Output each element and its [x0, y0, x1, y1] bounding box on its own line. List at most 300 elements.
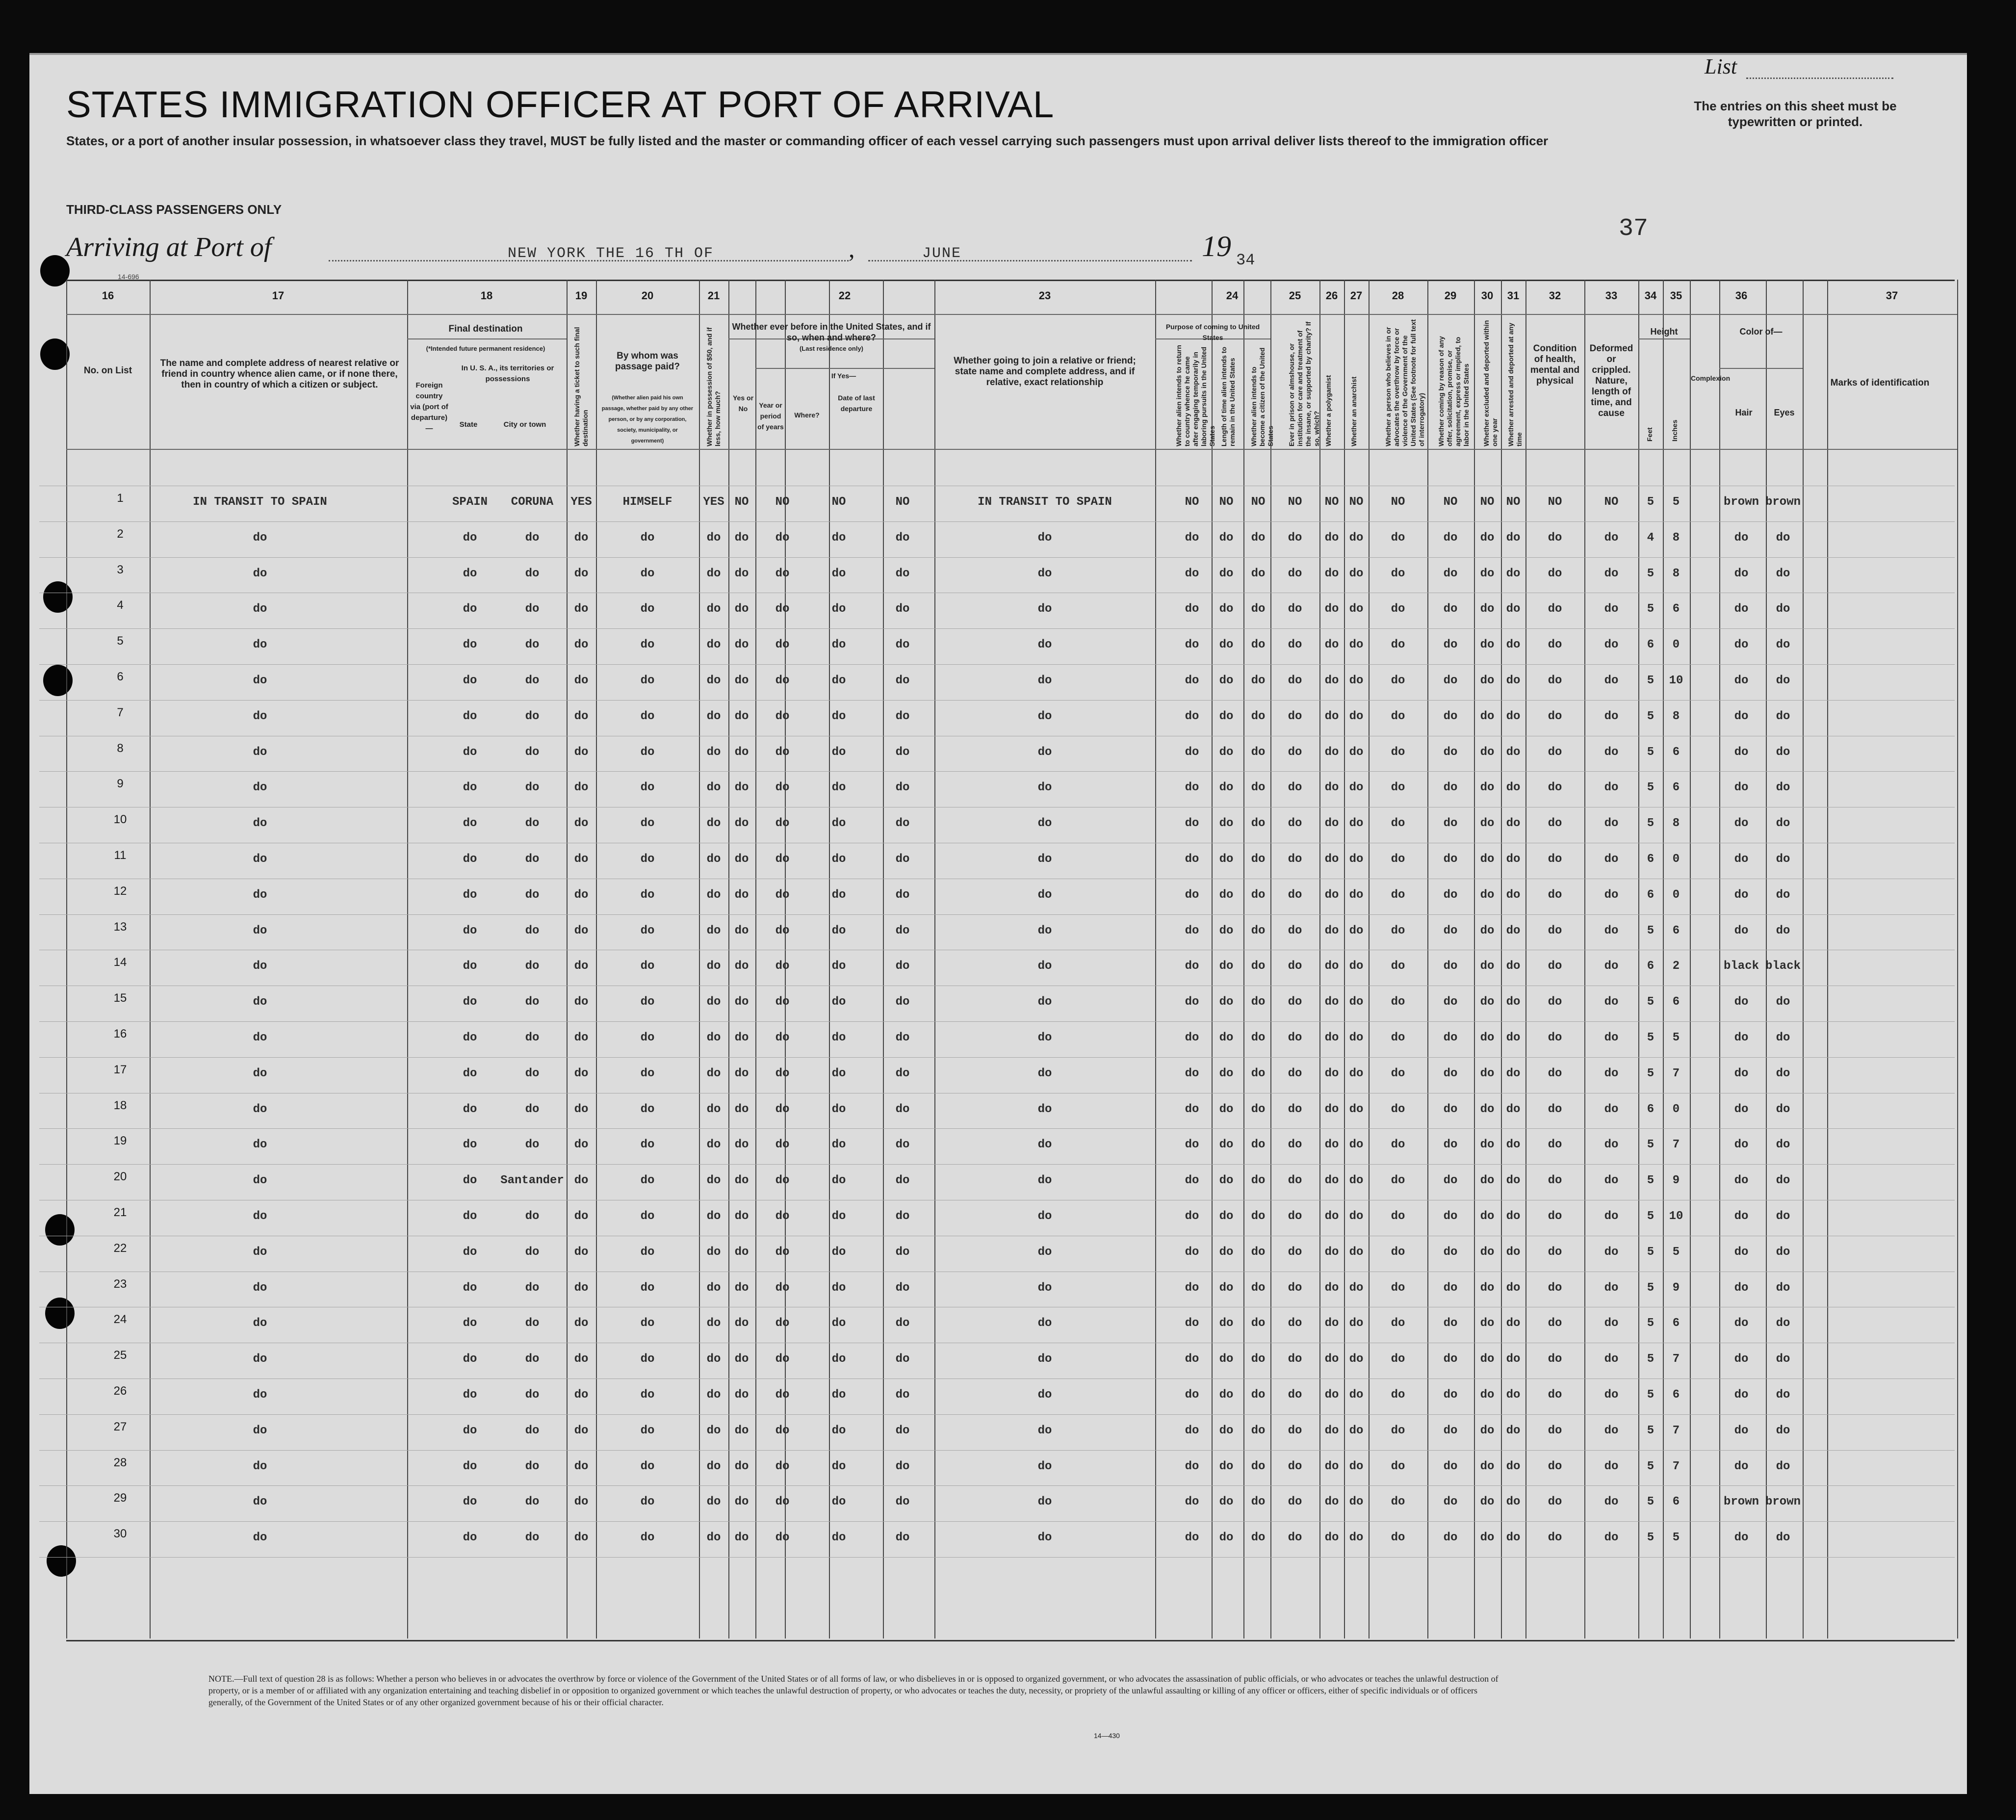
cell-paid: do — [640, 781, 655, 795]
cell-q29: do — [1443, 1210, 1458, 1223]
cell-foreign: do — [463, 1066, 477, 1080]
cell-city: do — [525, 995, 540, 1009]
cell-rel: do — [253, 1281, 267, 1295]
cell-ticket: do — [574, 602, 589, 616]
cell-where: do — [831, 995, 846, 1009]
cell-p1: do — [1185, 1281, 1199, 1295]
cell-where: do — [831, 781, 846, 795]
cell-p2: do — [1219, 709, 1234, 723]
cell-q30: do — [1480, 1317, 1495, 1330]
cell-inches: 10 — [1669, 1210, 1683, 1223]
year-period-header: Year or period of years — [757, 401, 784, 431]
ever-before-header: Whether ever before in the United States, and if so, when and where? — [732, 322, 931, 342]
cell-join: do — [1037, 1245, 1052, 1259]
cell-p3: do — [1251, 995, 1266, 1009]
column-divider — [1803, 280, 1804, 1638]
row-number: 10 — [113, 813, 127, 827]
row-number: 9 — [117, 777, 124, 791]
cell-anar: do — [1349, 1495, 1364, 1509]
cell-where: do — [831, 1459, 846, 1473]
cell-prison: do — [1288, 638, 1302, 652]
cell-q30: do — [1480, 674, 1495, 687]
cell-q28: do — [1391, 1138, 1405, 1152]
cell-q28: do — [1391, 853, 1405, 866]
row-number: 23 — [113, 1277, 127, 1291]
cell-where: do — [831, 1281, 846, 1295]
cell-year: do — [775, 567, 790, 580]
cell-year: do — [775, 709, 790, 723]
column-divider — [1501, 280, 1502, 1638]
cell-p2: do — [1219, 1424, 1234, 1437]
header-divider — [1638, 338, 1690, 339]
cell-where: do — [831, 1138, 846, 1152]
cell-p1: do — [1185, 1138, 1199, 1152]
cell-p3: do — [1251, 1174, 1266, 1188]
ruled-line — [39, 771, 1955, 772]
column-divider — [567, 280, 568, 1638]
ruled-line — [39, 521, 1955, 522]
cell-join: do — [1037, 1031, 1052, 1044]
cell-p3: do — [1251, 1066, 1266, 1080]
ruled-line — [39, 700, 1955, 701]
final-destination-note: (*Intended future permanent residence) — [426, 345, 545, 352]
cell-year: do — [775, 817, 790, 831]
cell-yn: do — [734, 924, 749, 937]
cell-hair: do — [1734, 888, 1749, 902]
cell-eyes: do — [1776, 1210, 1790, 1223]
color-of-header: Color of— — [1739, 327, 1783, 337]
cell-where: do — [831, 674, 846, 687]
cell-join: do — [1037, 888, 1052, 902]
cell-money: do — [706, 1495, 721, 1509]
cell-p2: do — [1219, 1495, 1234, 1509]
cell-eyes: black — [1765, 960, 1801, 973]
cell-money: do — [706, 638, 721, 652]
cell-q28: do — [1391, 531, 1405, 545]
cell-q30: NO — [1480, 495, 1495, 509]
cell-feet: 5 — [1647, 1388, 1654, 1402]
cell-feet: 5 — [1647, 1210, 1654, 1223]
cell-yn: do — [734, 745, 749, 759]
cell-prison: do — [1288, 1102, 1302, 1116]
column-number: 37 — [1886, 289, 1898, 302]
cell-q31: do — [1506, 638, 1521, 652]
cell-rel: do — [253, 638, 267, 652]
cell-eyes: do — [1776, 924, 1790, 937]
cell-anar: do — [1349, 781, 1364, 795]
column-divider — [1427, 280, 1428, 1638]
cell-health: do — [1548, 1066, 1562, 1080]
cell-anar: do — [1349, 1317, 1364, 1330]
cell-prison: do — [1288, 602, 1302, 616]
column-divider — [1212, 280, 1213, 1638]
column-divider — [1766, 280, 1767, 1638]
column-number: 27 — [1350, 289, 1363, 302]
header-divider — [1719, 368, 1803, 369]
cell-paid: do — [640, 1317, 655, 1330]
cell-p1: do — [1185, 960, 1199, 973]
ruled-line — [39, 1128, 1955, 1129]
cell-prison: do — [1288, 567, 1302, 580]
cell-q29: do — [1443, 960, 1458, 973]
cell-yn: do — [734, 1210, 749, 1223]
cell-where: do — [831, 888, 846, 902]
cell-money: do — [706, 1459, 721, 1473]
row-number: 19 — [113, 1134, 127, 1148]
cell-rel: do — [253, 817, 267, 831]
entries-note: The entries on this sheet must be typewritten or printed. — [1694, 99, 1897, 129]
cell-yn: do — [734, 1495, 749, 1509]
cell-q28: do — [1391, 709, 1405, 723]
cell-feet: 6 — [1647, 638, 1654, 652]
cell-p1: do — [1185, 1495, 1199, 1509]
cell-feet: 5 — [1647, 1245, 1654, 1259]
cell-p2: do — [1219, 1531, 1234, 1545]
cell-q31: do — [1506, 1138, 1521, 1152]
cell-inches: 0 — [1672, 888, 1680, 902]
cell-health: do — [1548, 602, 1562, 616]
cell-join: do — [1037, 1281, 1052, 1295]
column-divider — [1690, 280, 1691, 1638]
cell-inches: 9 — [1672, 1281, 1680, 1295]
column-divider — [150, 280, 151, 1638]
column-number: 32 — [1549, 289, 1561, 302]
cell-rel: do — [253, 1459, 267, 1473]
cell-year: NO — [775, 495, 790, 509]
cell-ticket: do — [574, 1352, 589, 1366]
cell-foreign: do — [463, 674, 477, 687]
cell-p3: NO — [1251, 495, 1266, 509]
cell-inches: 2 — [1672, 960, 1680, 973]
row-number: 24 — [113, 1313, 127, 1326]
cell-health: do — [1548, 817, 1562, 831]
cell-poly: do — [1324, 817, 1339, 831]
cell-join: do — [1037, 602, 1052, 616]
in-usa-header: In U. S. A., its territories or possessions — [461, 364, 554, 383]
cell-q29: do — [1443, 1245, 1458, 1259]
cell-money: do — [706, 531, 721, 545]
cell-year: do — [775, 995, 790, 1009]
cell-poly: do — [1324, 1102, 1339, 1116]
column-number: 16 — [102, 289, 114, 302]
cell-eyes: do — [1776, 1459, 1790, 1473]
cell-inches: 7 — [1672, 1066, 1680, 1080]
cell-q28: do — [1391, 1531, 1405, 1545]
binder-hole — [40, 338, 70, 370]
cell-prison: do — [1288, 853, 1302, 866]
cell-poly: do — [1324, 1245, 1339, 1259]
cell-eyes: do — [1776, 1031, 1790, 1044]
cell-q29: do — [1443, 781, 1458, 795]
cell-rel: do — [253, 1495, 267, 1509]
cell-date: do — [895, 1317, 910, 1330]
cell-q31: do — [1506, 1352, 1521, 1366]
cell-rel: do — [253, 1102, 267, 1116]
cell-q31: do — [1506, 1281, 1521, 1295]
cell-city: do — [525, 1495, 540, 1509]
cell-foreign: do — [463, 709, 477, 723]
cell-q31: do — [1506, 1245, 1521, 1259]
cell-rel: do — [253, 1174, 267, 1188]
cell-feet: 5 — [1647, 781, 1654, 795]
feet-header: Feet — [1646, 427, 1654, 442]
cell-p1: do — [1185, 1031, 1199, 1044]
cell-foreign: do — [463, 1102, 477, 1116]
cell-poly: do — [1324, 1138, 1339, 1152]
cell-q30: do — [1480, 995, 1495, 1009]
cell-inches: 7 — [1672, 1424, 1680, 1437]
cell-feet: 6 — [1647, 960, 1654, 973]
cell-p3: do — [1251, 638, 1266, 652]
cell-prison: do — [1288, 1210, 1302, 1223]
cell-q31: do — [1506, 1174, 1521, 1188]
cell-foreign: do — [463, 602, 477, 616]
cell-q30: do — [1480, 1388, 1495, 1402]
row-number: 3 — [117, 563, 124, 576]
column-number: 24 — [1226, 289, 1239, 302]
cell-feet: 6 — [1647, 888, 1654, 902]
cell-money: do — [706, 1317, 721, 1330]
year-prefix: 19 — [1202, 230, 1231, 262]
cell-hair: do — [1734, 602, 1749, 616]
cell-city: do — [525, 1031, 540, 1044]
cell-p1: do — [1185, 1531, 1199, 1545]
cell-health: do — [1548, 888, 1562, 902]
cell-p1: do — [1185, 1459, 1199, 1473]
cell-foreign: do — [463, 1459, 477, 1473]
cell-health: do — [1548, 745, 1562, 759]
cell-join: do — [1037, 924, 1052, 937]
cell-paid: do — [640, 567, 655, 580]
cell-p3: do — [1251, 1102, 1266, 1116]
anarchist-header: Whether an anarchist — [1350, 376, 1358, 446]
cell-q29: do — [1443, 1066, 1458, 1080]
ruled-line — [39, 914, 1955, 915]
cell-health: do — [1548, 995, 1562, 1009]
cell-paid: do — [640, 1031, 655, 1044]
cell-foreign: SPAIN — [452, 495, 488, 509]
cell-deformed: do — [1604, 1495, 1619, 1509]
cell-prison: do — [1288, 1495, 1302, 1509]
cell-q29: NO — [1443, 495, 1458, 509]
cell-poly: do — [1324, 781, 1339, 795]
cell-foreign: do — [463, 888, 477, 902]
cell-prison: do — [1288, 924, 1302, 937]
cell-year: do — [775, 1174, 790, 1188]
cell-rel: do — [253, 1317, 267, 1330]
cell-p3: do — [1251, 960, 1266, 973]
cell-money: YES — [703, 495, 724, 509]
cell-p3: do — [1251, 1210, 1266, 1223]
cell-q31: do — [1506, 960, 1521, 973]
column-number: 28 — [1392, 289, 1404, 302]
cell-prison: NO — [1288, 495, 1302, 509]
row-number: 17 — [113, 1063, 127, 1076]
cell-p2: do — [1219, 1281, 1234, 1295]
cell-q31: do — [1506, 781, 1521, 795]
cell-where: do — [831, 1495, 846, 1509]
cell-deformed: NO — [1604, 495, 1619, 509]
ruled-line — [39, 1521, 1955, 1522]
cell-where: do — [831, 1031, 846, 1044]
cell-city: do — [525, 1352, 540, 1366]
column-divider — [1319, 280, 1320, 1638]
cell-feet: 5 — [1647, 1031, 1654, 1044]
cell-p3: do — [1251, 817, 1266, 831]
row-number: 12 — [113, 884, 127, 898]
cell-paid: do — [640, 924, 655, 937]
cell-eyes: do — [1776, 1174, 1790, 1188]
cell-deformed: do — [1604, 1531, 1619, 1545]
cell-deformed: do — [1604, 674, 1619, 687]
cell-prison: do — [1288, 1531, 1302, 1545]
cell-p3: do — [1251, 888, 1266, 902]
cell-hair: do — [1734, 567, 1749, 580]
cell-year: do — [775, 1066, 790, 1080]
cell-eyes: do — [1776, 674, 1790, 687]
cell-where: do — [831, 745, 846, 759]
cell-q30: do — [1480, 1495, 1495, 1509]
row-number: 20 — [113, 1170, 127, 1184]
cell-anar: do — [1349, 1210, 1364, 1223]
cell-health: do — [1548, 781, 1562, 795]
cell-foreign: do — [463, 1031, 477, 1044]
cell-money: do — [706, 1210, 721, 1223]
cell-where: do — [831, 602, 846, 616]
yes-no-header: Yes or No — [732, 394, 754, 413]
cell-prison: do — [1288, 995, 1302, 1009]
cell-money: do — [706, 817, 721, 831]
cell-yn: do — [734, 709, 749, 723]
cell-p1: do — [1185, 1174, 1199, 1188]
cell-city: do — [525, 1245, 540, 1259]
arriving-port: NEW YORK THE 16 TH OF — [508, 245, 714, 262]
cell-inches: 5 — [1672, 1531, 1680, 1545]
cell-hair: do — [1734, 709, 1749, 723]
row-number: 14 — [113, 956, 127, 969]
cell-health: do — [1548, 960, 1562, 973]
inches-header: Inches — [1671, 419, 1679, 442]
cell-poly: do — [1324, 1495, 1339, 1509]
column-divider — [66, 280, 67, 1638]
cell-poly: do — [1324, 1317, 1339, 1330]
cell-year: do — [775, 888, 790, 902]
column-number: 36 — [1735, 289, 1748, 302]
cell-q31: do — [1506, 888, 1521, 902]
ruled-line — [39, 664, 1955, 665]
cell-poly: do — [1324, 531, 1339, 545]
cell-feet: 5 — [1647, 1495, 1654, 1509]
cell-hair: do — [1734, 1245, 1749, 1259]
cell-city: do — [525, 853, 540, 866]
health-header: Condition of health, mental and physical — [1530, 343, 1580, 386]
cell-deformed: do — [1604, 531, 1619, 545]
cell-ticket: do — [574, 1066, 589, 1080]
cell-year: do — [775, 1531, 790, 1545]
cell-deformed: do — [1604, 1102, 1619, 1116]
cell-p2: do — [1219, 1459, 1234, 1473]
cell-hair: brown — [1723, 1495, 1759, 1509]
cell-poly: do — [1324, 1066, 1339, 1080]
cell-anar: do — [1349, 1245, 1364, 1259]
cell-deformed: do — [1604, 1245, 1619, 1259]
cell-p1: do — [1185, 1424, 1199, 1437]
cell-q28: do — [1391, 1281, 1405, 1295]
cell-foreign: do — [463, 531, 477, 545]
cell-foreign: do — [463, 817, 477, 831]
cell-date: do — [895, 995, 910, 1009]
cell-poly: do — [1324, 674, 1339, 687]
cell-yn: do — [734, 1245, 749, 1259]
cell-ticket: do — [574, 888, 589, 902]
height-header: Height — [1650, 327, 1678, 337]
cell-rel: do — [253, 1066, 267, 1080]
cell-date: do — [895, 1352, 910, 1366]
ticket-header: Whether having a ticket to such final destination — [573, 327, 589, 446]
cell-rel: do — [253, 781, 267, 795]
cell-deformed: do — [1604, 638, 1619, 652]
cell-anar: do — [1349, 960, 1364, 973]
column-number: 20 — [641, 289, 654, 302]
cell-p3: do — [1251, 1352, 1266, 1366]
form-code: 14-696 — [118, 273, 139, 281]
cell-inches: 5 — [1672, 495, 1680, 509]
cell-date: do — [895, 1174, 910, 1188]
cell-q29: do — [1443, 1424, 1458, 1437]
ruled-line — [39, 1164, 1955, 1165]
complexion-header: Complexion — [1691, 374, 1731, 382]
month-line — [868, 260, 1192, 261]
cell-feet: 6 — [1647, 1102, 1654, 1116]
row-number: 26 — [113, 1384, 127, 1398]
cell-year: do — [775, 924, 790, 937]
cell-feet: 5 — [1647, 1174, 1654, 1188]
cell-date: do — [895, 781, 910, 795]
cell-ticket: do — [574, 1102, 589, 1116]
column-divider — [829, 280, 830, 1638]
passage-paid-header: By whom was passage paid? — [615, 351, 680, 372]
cell-year: do — [775, 781, 790, 795]
cell-p2: do — [1219, 531, 1234, 545]
header-divider — [66, 449, 1957, 450]
cell-eyes: do — [1776, 1424, 1790, 1437]
row-number: 11 — [114, 849, 127, 862]
cell-eyes: do — [1776, 1066, 1790, 1080]
purpose-header: Purpose of coming to United States — [1165, 323, 1260, 341]
cell-p3: do — [1251, 781, 1266, 795]
cell-health: do — [1548, 1531, 1562, 1545]
row-number: 6 — [117, 670, 124, 683]
row-number: 15 — [113, 991, 127, 1005]
cell-ticket: do — [574, 1424, 589, 1437]
q31-header: Whether arrested and deported at any time — [1507, 322, 1523, 446]
cell-deformed: do — [1604, 1281, 1619, 1295]
cell-p3: do — [1251, 745, 1266, 759]
cell-rel: do — [253, 1245, 267, 1259]
cell-q29: do — [1443, 1317, 1458, 1330]
cell-money: do — [706, 1352, 721, 1366]
cell-p2: do — [1219, 1102, 1234, 1116]
cell-p3: do — [1251, 1245, 1266, 1259]
column-number: 18 — [480, 289, 493, 302]
column-divider — [596, 280, 597, 1638]
cell-paid: do — [640, 1210, 655, 1223]
cell-q31: do — [1506, 1102, 1521, 1116]
cell-join: do — [1037, 817, 1052, 831]
cell-date: do — [895, 602, 910, 616]
cell-date: do — [895, 1102, 910, 1116]
cell-foreign: do — [463, 853, 477, 866]
